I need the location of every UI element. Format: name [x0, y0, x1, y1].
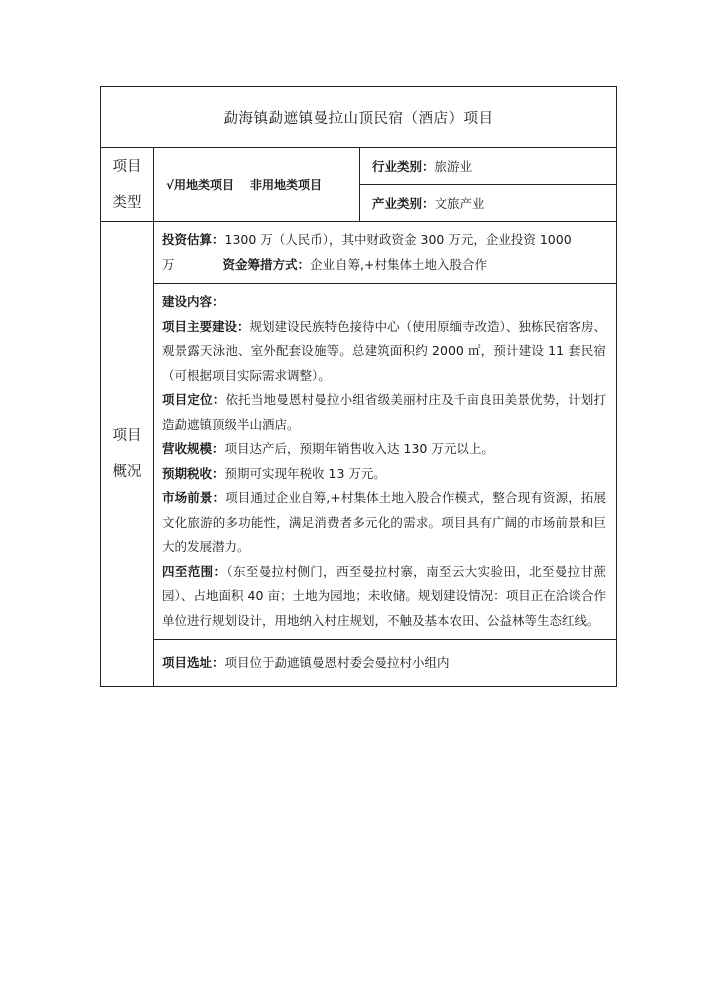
product-category — [360, 185, 617, 222]
market-label: 市场前景： — [162, 490, 226, 505]
tax-value: 预期可实现年税收 13 万元。 — [224, 465, 386, 481]
overview-label-line1: 项目 — [112, 428, 142, 444]
industry-category — [360, 148, 617, 185]
financing-label: 资金筹措方式： — [222, 256, 311, 272]
industry-value: 旅游业 — [434, 159, 473, 174]
project-type-label-line2: 类型 — [112, 194, 142, 211]
site-section — [154, 640, 617, 687]
project-type-label — [101, 148, 154, 222]
industry-label: 行业类别： — [372, 159, 435, 174]
investment-value-2: 万 — [162, 256, 175, 272]
financing-value: 企业自筹,+村集体土地入股合作 — [310, 256, 487, 272]
market-value: 项目通过企业自筹,+村集体土地入股合作模式，整合现有资源，拓展文化旅游的多功能性，满足消费者多元化的需求。项目具有广阔的市场前景和巨大的发展潜力。 — [162, 490, 606, 554]
project-type-options — [154, 148, 360, 222]
document-title: 勐海镇勐遮镇曼拉山顶民宿（酒店）项目 — [101, 87, 617, 148]
product-value: 文旅产业 — [434, 196, 485, 211]
project-type-label-line1: 项目 — [112, 158, 142, 175]
main-label: 项目主要建设： — [162, 318, 250, 334]
site-label: 项目选址： — [162, 654, 225, 670]
project-table — [100, 86, 617, 687]
land-use-option: √用地类项目 — [166, 178, 235, 192]
investment-section — [154, 222, 617, 284]
scope-value: （东至曼拉村侧门，西至曼拉村寨，南至云大实验田，北至曼拉甘蔗园）、占地面积 40 亩；土地为园地；未收储。规划建设情况：项目正在洽谈合作单位进行规划设计，用地纳入村庄规划，不触及基本农田、公益林等生态红线。 — [162, 563, 606, 628]
investment-label: 投资估算： — [162, 232, 225, 247]
revenue-label: 营收规模： — [162, 441, 225, 456]
non-land-use-option: 非用地类项目 — [250, 178, 323, 192]
site-value: 项目位于勐遮镇曼恩村委会曼拉村小组内 — [224, 654, 450, 670]
overview-label-line2: 概况 — [112, 464, 142, 480]
main-value: 规划建设民族特色接待中心（使用原缅寺改造）、独栋民宿客房、观景露天泳池、室外配套设施等。总建筑面积约 2000 ㎡，预计建设 11 套民宿（可根据项目实际需求调整）。 — [162, 318, 606, 383]
position-label: 项目定位： — [162, 392, 226, 407]
construction-section — [154, 284, 617, 640]
product-label: 产业类别： — [372, 196, 435, 211]
scope-label: 四至范围： — [162, 563, 227, 579]
investment-value-1: 1300 万（人民币），其中财政资金 300 万元，企业投资 1000 — [224, 232, 572, 247]
content-heading: 建设内容： — [162, 294, 225, 309]
revenue-value: 项目达产后，预期年销售收入达 130 万元以上。 — [224, 441, 494, 456]
tax-label: 预期税收： — [162, 465, 225, 481]
position-value: 依托当地曼恩村曼拉小组省级美丽村庄及千亩良田美景优势，计划打造勐遮镇顶级半山酒店。 — [162, 392, 606, 432]
overview-label — [101, 222, 154, 687]
